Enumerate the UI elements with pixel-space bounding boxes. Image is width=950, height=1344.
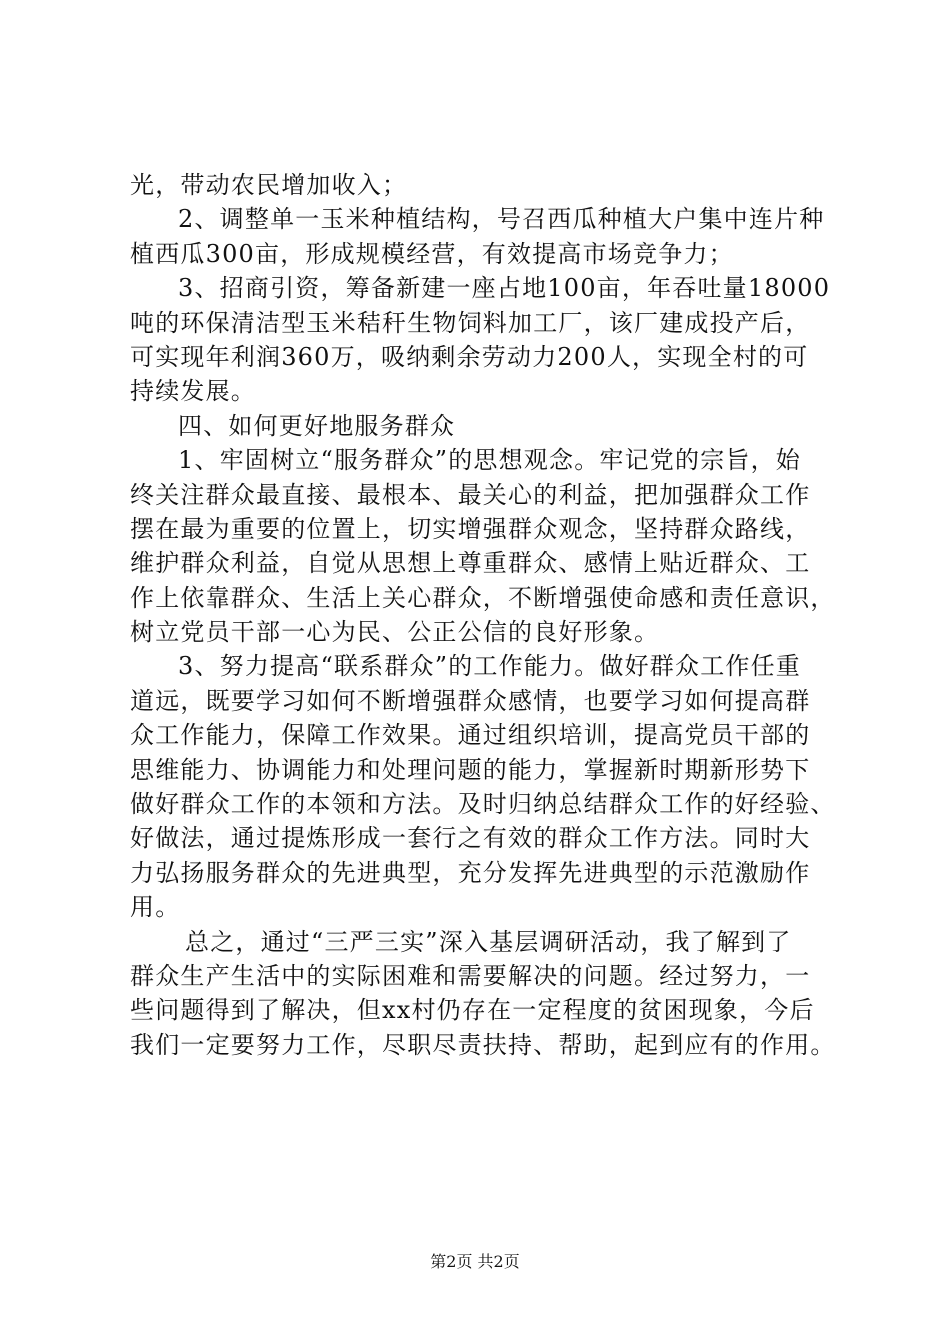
paragraph-first-line: 2、调整单一玉米种植结构，号召西瓜种植大户集中连片种	[178, 205, 825, 234]
text-line: 思维能力、协调能力和处理问题的能力，掌握新时期新形势下	[130, 755, 811, 784]
text-line: 力弘扬服务群众的先进典型，充分发挥先进典型的示范激励作	[130, 858, 811, 887]
text-line: 群众生产生活中的实际困难和需要解决的问题。经过努力，一	[130, 961, 811, 990]
page-footer: 第2页 共2页	[430, 1252, 520, 1271]
text-line: 些问题得到了解决，但xx村仍存在一定程度的贫困现象，今后	[130, 996, 815, 1025]
document-body	[130, 168, 840, 1062]
text-line: 众工作能力，保障工作效果。通过组织培训，提高党员干部的	[130, 721, 811, 750]
text-line: 作上依靠群众、生活上关心群众，不断增强使命感和责任意识，	[130, 583, 836, 612]
text-line: 可实现年利润360万，吸纳剩余劳动力200人，实现全村的可	[130, 342, 809, 371]
paragraph-first-line: 1、牢固树立“服务群众”的思想观念。牢记党的宗旨，始	[178, 446, 802, 475]
text-line: 好做法，通过提炼形成一套行之有效的群众工作方法。同时大	[130, 824, 811, 853]
text-line: 维护群众利益，自觉从思想上尊重群众、感情上贴近群众、工	[130, 549, 811, 578]
paragraph-first-line: 总之，通过“三严三实”深入基层调研活动，我了解到了	[185, 927, 792, 956]
paragraph-first-line: 3、招商引资，筹备新建一座占地100亩，年吞吐量18000	[178, 274, 831, 303]
text-line: 终关注群众最直接、最根本、最关心的利益，把加强群众工作	[130, 480, 811, 509]
section-heading: 四、如何更好地服务群众	[178, 411, 456, 440]
text-line: 光，带动农民增加收入；	[130, 171, 408, 199]
text-line: 树立党员干部一心为民、公正公信的良好形象。	[130, 618, 660, 647]
paragraph-first-line: 3、努力提高“联系群众”的工作能力。做好群众工作任重	[178, 652, 802, 681]
text-line: 道远，既要学习如何不断增强群众感情，也要学习如何提高群	[130, 686, 811, 715]
text-line: 摆在最为重要的位置上，切实增强群众观念，坚持群众路线，	[130, 514, 811, 543]
text-line: 持续发展。	[130, 377, 256, 406]
text-line: 用。	[130, 893, 181, 922]
text-line: 吨的环保清洁型玉米秸秆生物饲料加工厂，该厂建成投产后，	[130, 308, 811, 337]
text-line: 做好群众工作的本领和方法。及时归纳总结群众工作的好经验、	[130, 790, 836, 819]
text-line: 我们一定要努力工作，尽职尽责扶持、帮助，起到应有的作用。	[130, 1030, 836, 1059]
text-line: 植西瓜300亩，形成规模经营，有效提高市场竞争力；	[130, 239, 734, 268]
